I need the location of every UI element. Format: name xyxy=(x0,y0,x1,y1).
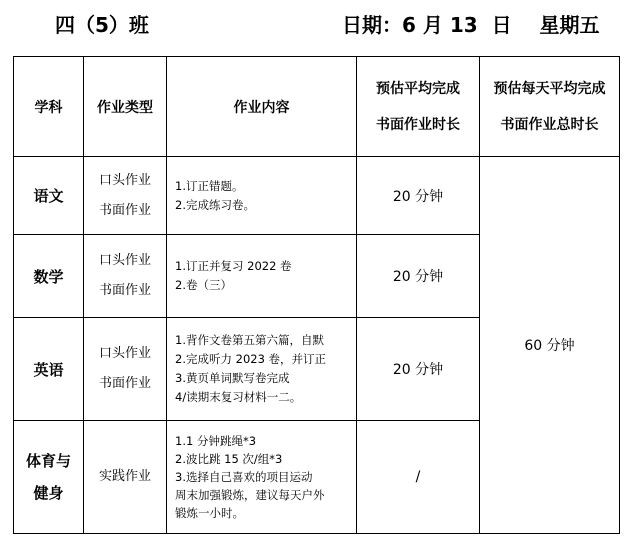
content-line: 2.波比跳 15 次/组*3 xyxy=(175,452,283,466)
type-cell xyxy=(84,157,167,235)
table-row xyxy=(14,157,620,235)
type-label: 口头作业 xyxy=(98,172,151,188)
time-cell: 20 分钟 xyxy=(357,318,480,421)
type-label: 书面作业 xyxy=(98,283,151,298)
subject-label: 英语 xyxy=(33,360,64,379)
header-daily-total-line-2: 书面作业总时长 xyxy=(500,116,599,133)
header-avg-time xyxy=(357,57,480,157)
time-cell: 20 分钟 xyxy=(357,157,480,235)
header-type: 作业类型 xyxy=(84,57,167,157)
content-line: 1.订正并复习 2022 卷 xyxy=(175,259,292,273)
type-label: 口头作业 xyxy=(98,253,151,268)
subject-label: 健身 xyxy=(33,484,64,502)
subject-cell xyxy=(14,421,84,534)
content-line: 3.黄页单词默写卷完成 xyxy=(175,371,290,385)
content-line: 1.背作文卷第五第六篇，自默 xyxy=(175,333,324,347)
type-label: 书面作业 xyxy=(98,376,151,391)
content-cell xyxy=(167,235,357,318)
class-title: 四（5）班 xyxy=(55,13,149,37)
header-content: 作业内容 xyxy=(167,57,357,157)
content-line: 2.完成听力 2023 卷，并订正 xyxy=(175,352,327,366)
type-label: 实践作业 xyxy=(98,469,151,484)
content-line: 周末加强锻炼，建议每天户外 xyxy=(175,488,325,502)
subject-cell xyxy=(14,157,84,235)
subject-cell xyxy=(14,318,84,421)
content-line: 3.选择自己喜欢的项目运动 xyxy=(175,470,313,484)
content-line: 2.卷（三） xyxy=(175,278,232,292)
table-header-row xyxy=(14,57,620,157)
type-label: 书面作业 xyxy=(98,202,151,218)
type-cell xyxy=(84,421,167,534)
time-cell: 20 分钟 xyxy=(357,235,480,318)
content-line: 1.订正错题。 xyxy=(175,178,244,193)
subject-label: 体育与 xyxy=(25,452,71,470)
date-label: 日期：6 月 13 日 星期五 xyxy=(342,13,600,37)
subject-label: 数学 xyxy=(33,267,64,286)
type-cell xyxy=(84,318,167,421)
header-daily-total-line-1: 预估每天平均完成 xyxy=(493,80,606,97)
content-line: 2.完成练习卷。 xyxy=(175,197,255,212)
homework-table xyxy=(13,56,620,534)
header-subject: 学科 xyxy=(14,57,84,157)
daily-total-cell: 60 分钟 xyxy=(480,157,620,534)
header-avg-time-line-1: 预估平均完成 xyxy=(376,80,460,97)
content-line: 4/读期末复习材料一二。 xyxy=(175,390,302,404)
content-line: 锻炼一小时。 xyxy=(175,506,244,520)
time-cell: / xyxy=(357,421,480,534)
header-avg-time-line-2: 书面作业时长 xyxy=(376,116,460,133)
subject-label: 语文 xyxy=(33,187,64,205)
header-daily-total xyxy=(480,57,620,157)
type-cell xyxy=(84,235,167,318)
subject-cell xyxy=(14,235,84,318)
type-label: 口头作业 xyxy=(98,346,151,361)
content-cell xyxy=(167,157,357,235)
content-cell xyxy=(167,318,357,421)
content-line: 1.1 分钟跳绳*3 xyxy=(175,434,257,448)
content-cell xyxy=(167,421,357,534)
